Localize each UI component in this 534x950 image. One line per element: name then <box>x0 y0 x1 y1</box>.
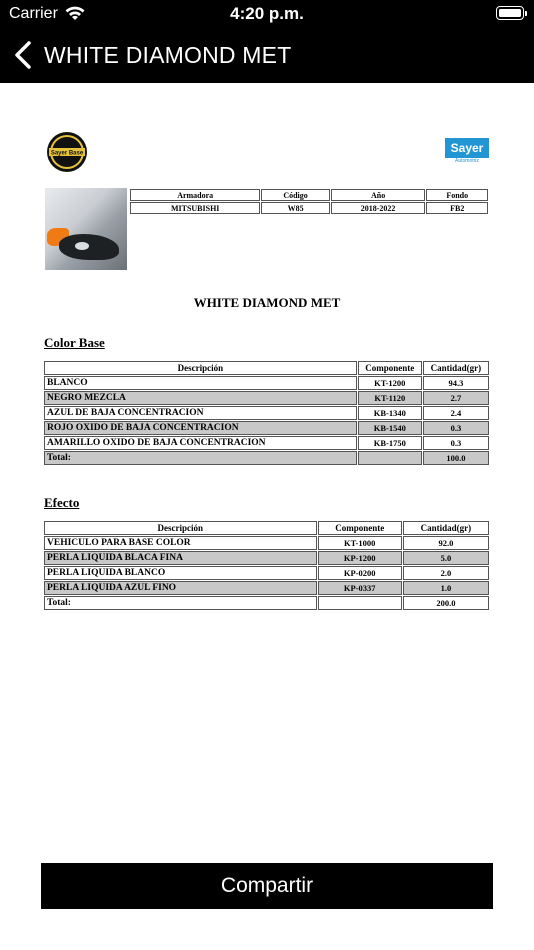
row-component: KT-1000 <box>318 536 402 550</box>
row-description: ROJO OXIDO DE BAJA CONCENTRACION <box>44 421 357 435</box>
table-row <box>44 391 489 405</box>
row-quantity: 1.0 <box>403 581 489 595</box>
sayer-logo <box>445 138 489 166</box>
efecto-table <box>43 520 490 611</box>
column-header: Descripción <box>44 521 317 535</box>
row-component: KB-1540 <box>358 421 422 435</box>
row-component: KP-1200 <box>318 551 402 565</box>
total-quantity: 200.0 <box>403 596 489 610</box>
row-description: BLANCO <box>44 376 357 390</box>
table-row <box>44 566 489 580</box>
nav-title: WHITE DIAMOND MET <box>44 42 292 68</box>
clock: 4:20 p.m. <box>230 4 304 23</box>
total-label: Total: <box>44 596 317 610</box>
table-row <box>44 551 489 565</box>
vehicle-photo <box>45 188 127 270</box>
row-description: PERLA LIQUIDA BLACA FINA <box>44 551 317 565</box>
sayer-base-logo <box>46 131 88 173</box>
row-component <box>358 451 422 465</box>
total-label: Total: <box>44 451 357 465</box>
row-description: VEHICULO PARA BASE COLOR <box>44 536 317 550</box>
row-component: KP-0200 <box>318 566 402 580</box>
total-row <box>44 451 489 465</box>
row-quantity: 92.0 <box>403 536 489 550</box>
table-row <box>44 421 489 435</box>
total-quantity: 100.0 <box>423 451 489 465</box>
efecto-title: Efecto <box>44 495 80 510</box>
row-component: KB-1340 <box>358 406 422 420</box>
vehicle-spec-table <box>129 188 489 215</box>
sayer-logo-subtitle: Automotriz <box>455 158 479 164</box>
row-component: KP-0337 <box>318 581 402 595</box>
share-button[interactable]: Compartir <box>41 863 493 909</box>
battery-icon <box>496 6 524 20</box>
back-chevron-icon[interactable] <box>12 40 34 70</box>
sayer-logo-text: Sayer <box>445 138 489 158</box>
row-quantity: 94.3 <box>423 376 489 390</box>
row-quantity: 2.7 <box>423 391 489 405</box>
spec-header: Año <box>331 189 426 201</box>
column-header: Componente <box>318 521 402 535</box>
color-base-title: Color Base <box>44 335 105 350</box>
row-quantity: 2.0 <box>403 566 489 580</box>
row-description: AZUL DE BAJA CONCENTRACION <box>44 406 357 420</box>
row-quantity: 0.3 <box>423 421 489 435</box>
row-component: KT-1200 <box>358 376 422 390</box>
row-description: PERLA LIQUIDA BLANCO <box>44 566 317 580</box>
status-bar <box>0 0 534 28</box>
spec-header: Código <box>261 189 329 201</box>
document-title: WHITE DIAMOND MET <box>193 295 341 310</box>
row-quantity: 0.3 <box>423 436 489 450</box>
row-quantity: 5.0 <box>403 551 489 565</box>
row-description: AMARILLO OXIDO DE BAJA CONCENTRACION <box>44 436 357 450</box>
table-row <box>44 376 489 390</box>
spec-header: Fondo <box>426 189 488 201</box>
table-row <box>44 406 489 420</box>
row-component <box>318 596 402 610</box>
row-quantity: 2.4 <box>423 406 489 420</box>
row-description: NEGRO MEZCLA <box>44 391 357 405</box>
total-row <box>44 596 489 610</box>
spec-value: W85 <box>261 202 329 214</box>
row-component: KT-1120 <box>358 391 422 405</box>
table-row <box>44 536 489 550</box>
column-header: Cantidad(gr) <box>403 521 489 535</box>
navigation-bar <box>0 0 534 83</box>
svg-text:Sayer Base: Sayer Base <box>50 150 84 157</box>
table-row <box>44 581 489 595</box>
column-header: Componente <box>358 361 422 375</box>
carrier-label: Carrier <box>9 5 58 22</box>
spec-value: FB2 <box>426 202 488 214</box>
table-row <box>44 436 489 450</box>
column-header: Cantidad(gr) <box>423 361 489 375</box>
column-header: Descripción <box>44 361 357 375</box>
spec-header: Armadora <box>130 189 260 201</box>
row-component: KB-1750 <box>358 436 422 450</box>
row-description: PERLA LIQUIDA AZUL FINO <box>44 581 317 595</box>
spec-value: 2018-2022 <box>331 202 426 214</box>
spec-value: MITSUBISHI <box>130 202 260 214</box>
color-base-table <box>43 360 490 466</box>
